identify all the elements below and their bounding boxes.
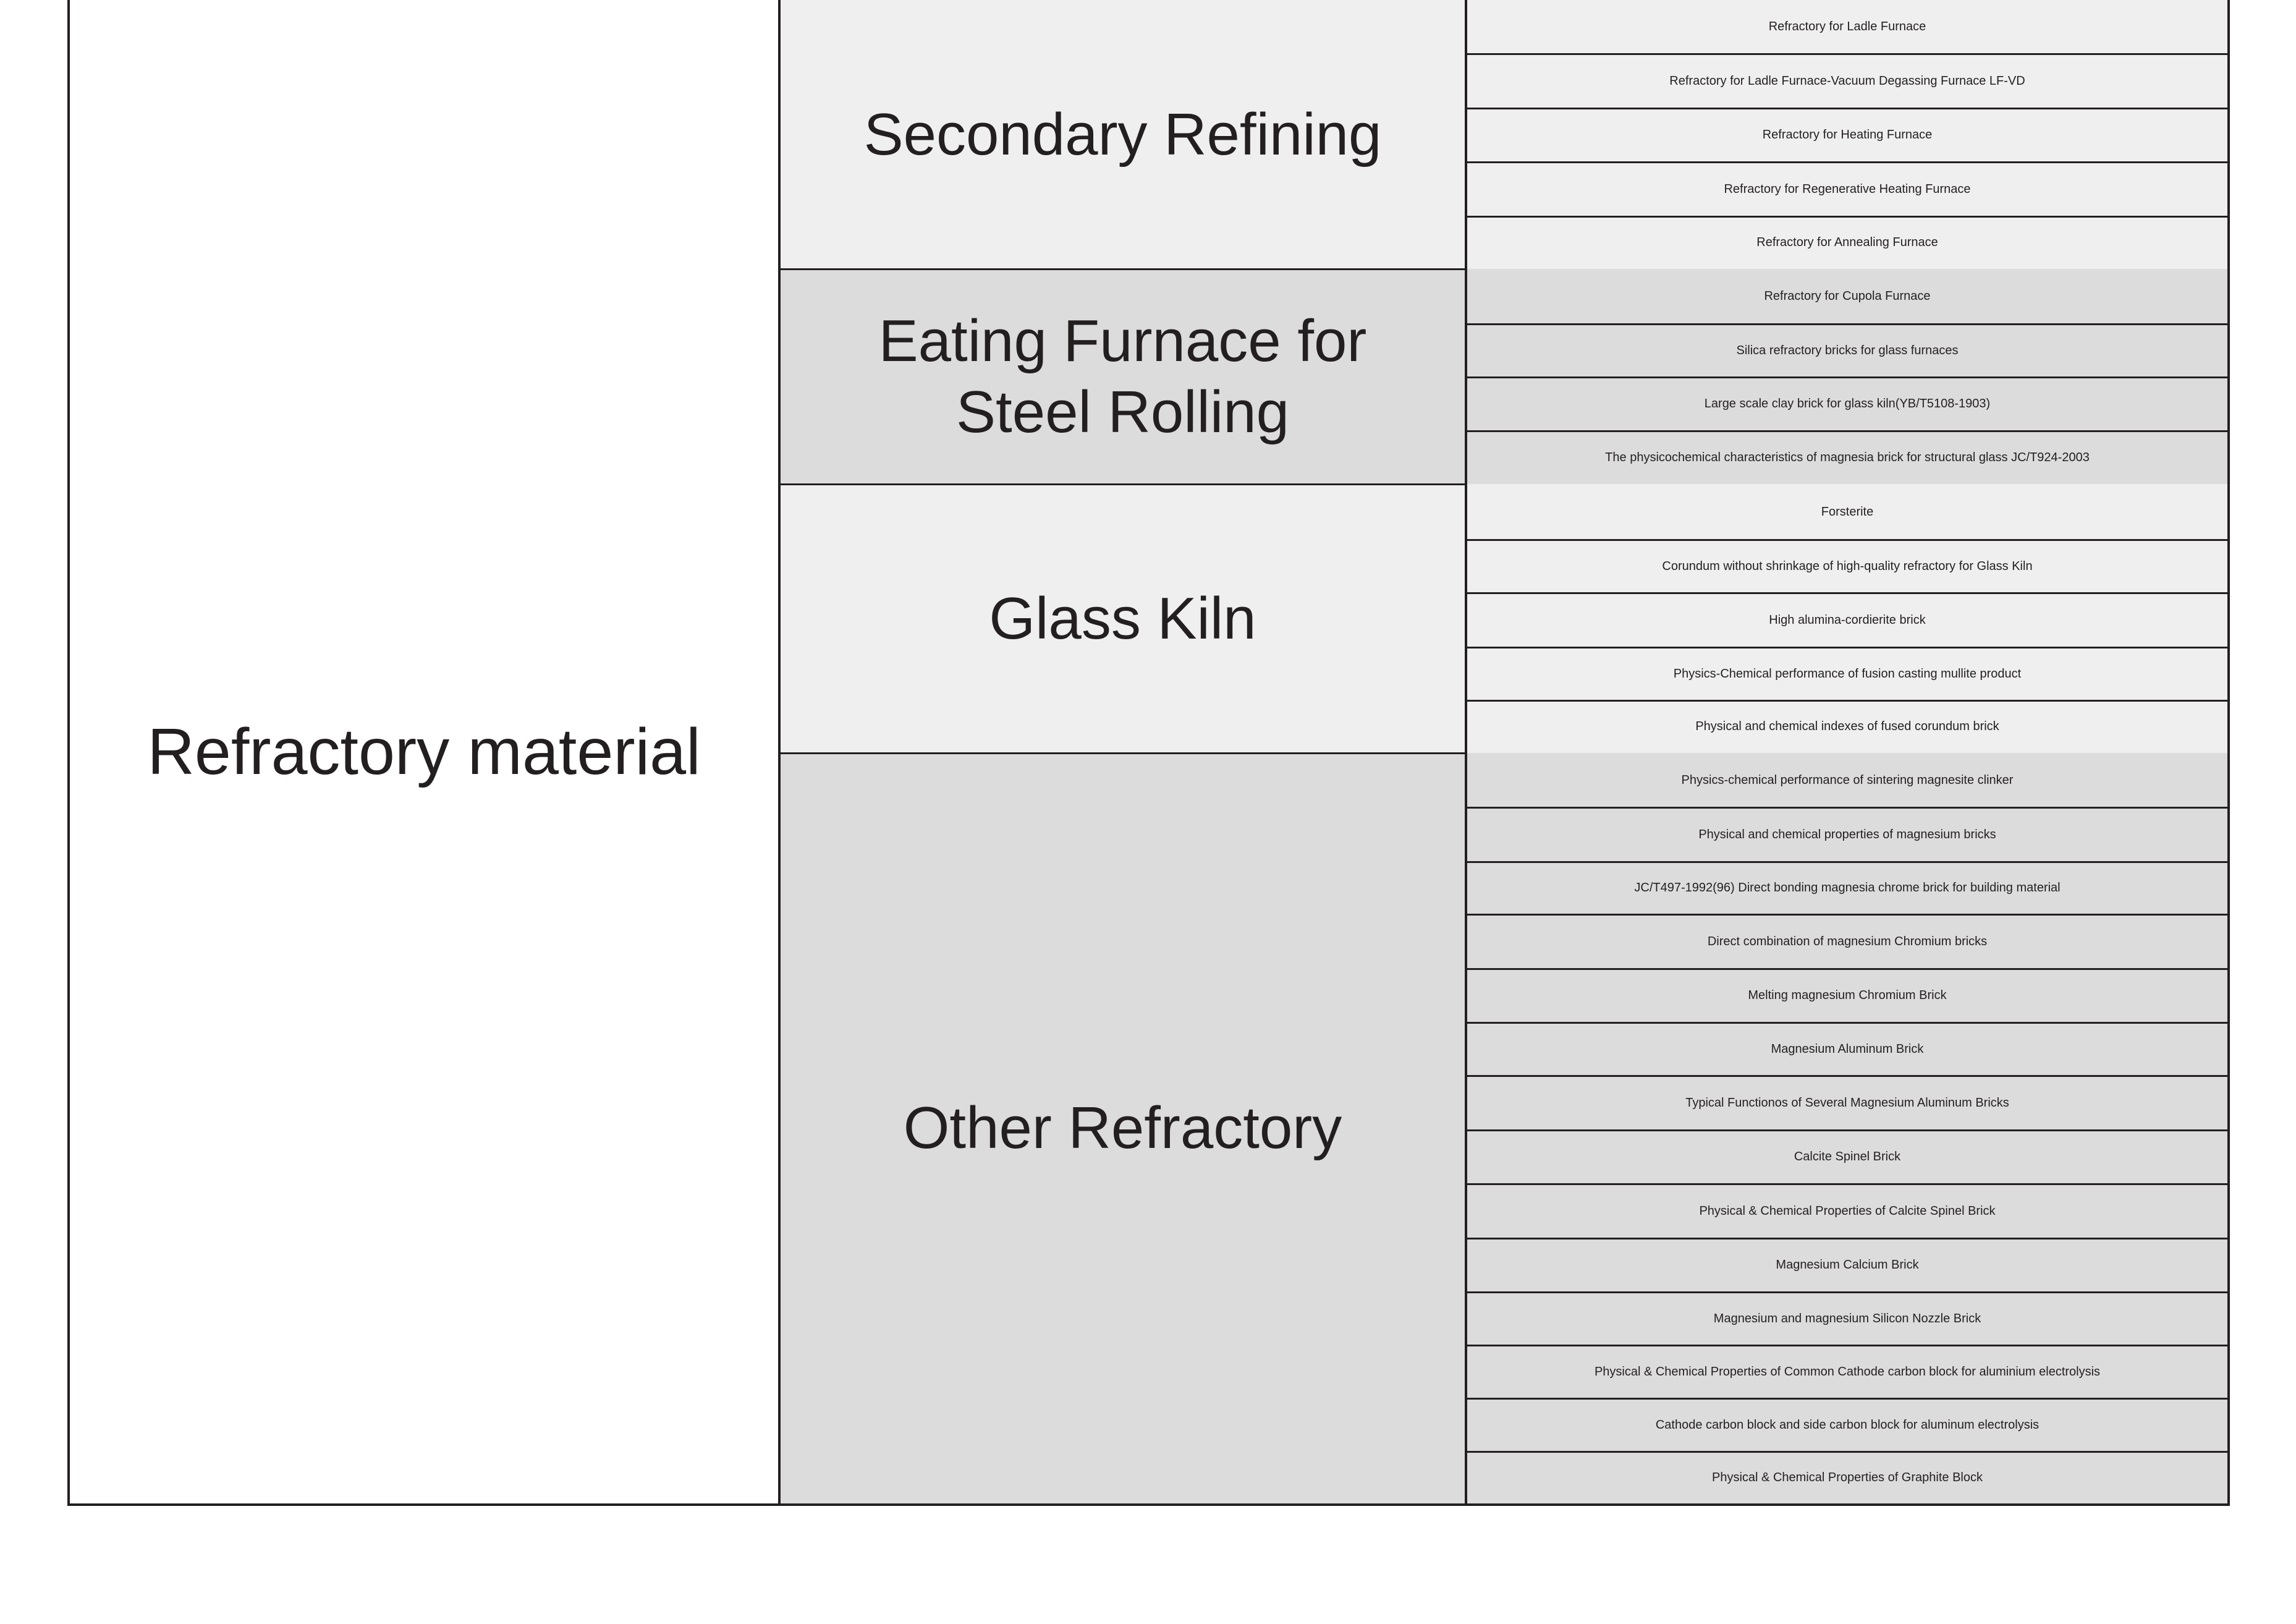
list-item: Melting magnesium Chromium Brick: [1467, 969, 2227, 1022]
list-item: Cathode carbon block and side carbon block for aluminum electrolysis: [1467, 1398, 2227, 1452]
list-item: Physics-Chemical performance of fusion casting mullite product: [1467, 647, 2227, 700]
list-item: Refractory for Ladle Furnace: [1467, 0, 2227, 54]
item-divider: [1465, 216, 2227, 218]
item-divider: [1465, 539, 2227, 541]
item-divider: [1465, 592, 2227, 594]
root-category: Refractory material: [70, 0, 778, 1503]
item-divider: [1465, 647, 2227, 648]
list-item: Physical and chemical properties of magnesium bricks: [1467, 807, 2227, 862]
list-item: Magnesium Aluminum Brick: [1467, 1022, 2227, 1076]
item-divider: [1465, 1075, 2227, 1077]
list-item: Typical Functionos of Several Magnesium Aluminum Bricks: [1467, 1076, 2227, 1130]
list-item: Refractory for Regenerative Heating Furnace: [1467, 162, 2227, 216]
item-divider: [1465, 914, 2227, 916]
group-label: Glass Kiln: [781, 484, 1465, 753]
item-divider: [1465, 1451, 2227, 1453]
item-divider: [1465, 376, 2227, 378]
item-divider: [1465, 968, 2227, 970]
item-divider: [1465, 161, 2227, 163]
group-label: Other Refractory: [781, 753, 1465, 1503]
list-item: Refractory for Annealing Furnace: [1467, 216, 2227, 269]
list-item: Magnesium and magnesium Silicon Nozzle Brick: [1467, 1292, 2227, 1345]
list-item: Physical & Chemical Properties of Graphite Block: [1467, 1452, 2227, 1503]
list-item: Direct combination of magnesium Chromium bricks: [1467, 914, 2227, 969]
item-divider: [1465, 1183, 2227, 1185]
item-divider: [1465, 1129, 2227, 1131]
item-divider: [1465, 53, 2227, 55]
item-divider: [1465, 323, 2227, 325]
group-label: Secondary Refining: [781, 0, 1465, 269]
item-divider: [1465, 861, 2227, 863]
list-item: High alumina-cordierite brick: [1467, 593, 2227, 647]
list-item: Forsterite: [1467, 484, 2227, 540]
list-item: Refractory for Cupola Furnace: [1467, 269, 2227, 324]
list-item: Corundum without shrinkage of high-quality refractory for Glass Kiln: [1467, 540, 2227, 593]
group-label: Eating Furnace for Steel Rolling: [781, 269, 1465, 484]
item-divider: [1465, 1291, 2227, 1293]
item-divider: [1465, 1238, 2227, 1239]
list-item: Physical & Chemical Properties of Common Cathode carbon block for aluminium electrolysis: [1467, 1345, 2227, 1398]
item-divider: [1465, 700, 2227, 702]
list-item: Magnesium Calcium Brick: [1467, 1238, 2227, 1292]
list-item: The physicochemical characteristics of magnesia brick for structural glass JC/T924-2003: [1467, 431, 2227, 484]
list-item: Large scale clay brick for glass kiln(YB/T5108-1903): [1467, 377, 2227, 431]
list-item: Refractory for Heating Furnace: [1467, 108, 2227, 162]
item-divider: [1465, 1345, 2227, 1346]
list-item: Physics-chemical performance of sintering magnesite clinker: [1467, 753, 2227, 807]
list-item: Physical and chemical indexes of fused corundum brick: [1467, 700, 2227, 753]
item-divider: [1465, 1398, 2227, 1400]
list-item: Calcite Spinel Brick: [1467, 1130, 2227, 1184]
list-item: JC/T497-1992(96) Direct bonding magnesia chrome brick for building material: [1467, 862, 2227, 914]
item-divider: [1465, 1022, 2227, 1024]
item-divider: [1465, 430, 2227, 432]
list-item: Physical & Chemical Properties of Calcite Spinel Brick: [1467, 1184, 2227, 1238]
item-divider: [1465, 108, 2227, 109]
list-item: Refractory for Ladle Furnace-Vacuum Degassing Furnace LF-VD: [1467, 54, 2227, 108]
item-divider: [1465, 807, 2227, 809]
list-item: Silica refractory bricks for glass furnaces: [1467, 324, 2227, 377]
